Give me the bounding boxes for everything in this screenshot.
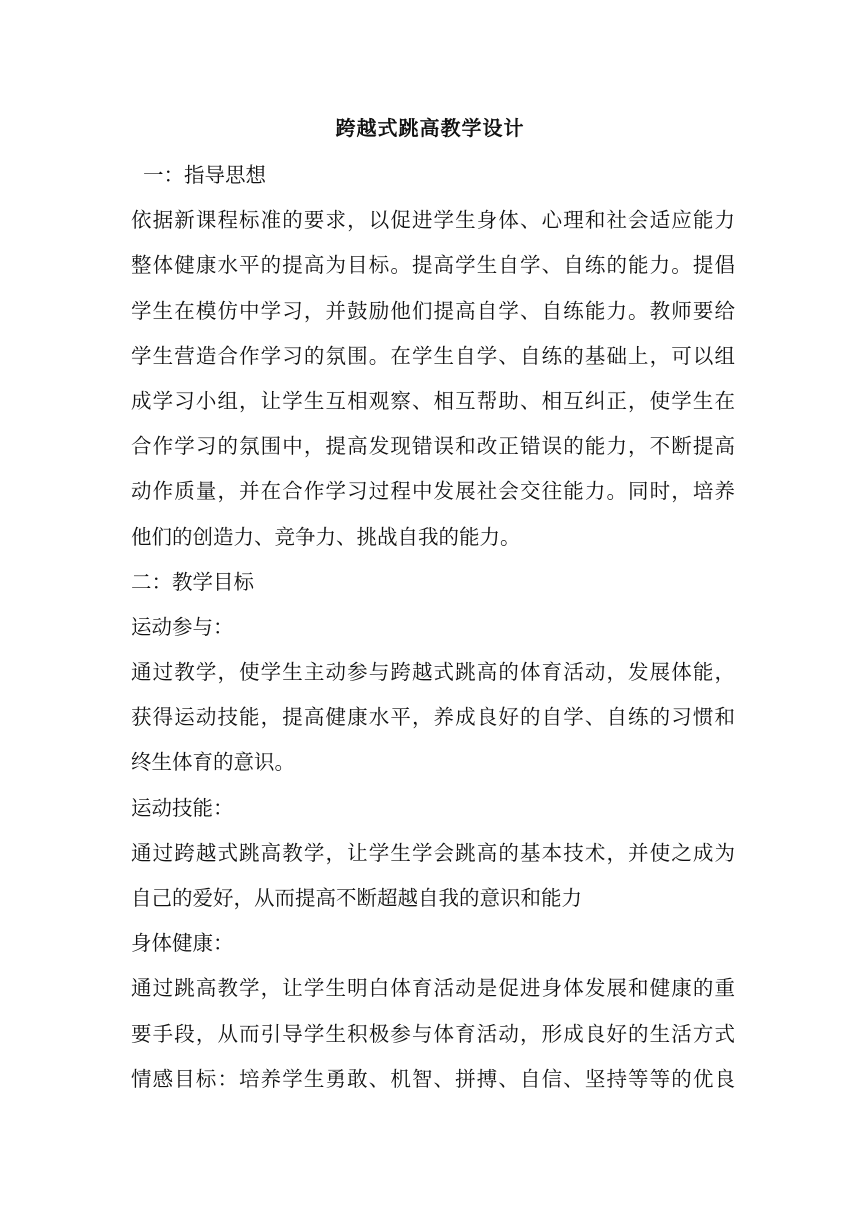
paragraph-line: 终生体育的意识。 [131, 750, 295, 775]
section-heading-guiding-ideology: 一：指导思想 [143, 163, 266, 187]
section-heading-teaching-goals: 二：教学目标 [131, 569, 254, 594]
paragraph-line: 整体健康水平的提高为目标。提高学生自学、自练的能力。提倡 [131, 253, 735, 278]
subheading-sports-skills: 运动技能： [131, 795, 234, 820]
paragraph-line: 获得运动技能，提高健康水平，养成良好的自学、自练的习惯和 [131, 705, 735, 730]
paragraph-line: 自己的爱好，从而提高不断超越自我的意识和能力 [131, 886, 582, 910]
paragraph-line: 合作学习的氛围中，提高发现错误和改正错误的能力，不断提高 [131, 434, 735, 459]
paragraph-line: 他们的创造力、竞争力、挑战自我的能力。 [131, 524, 521, 549]
paragraph-line: 通过跨越式跳高教学，让学生学会跳高的基本技术，并使之成为 [131, 840, 735, 865]
paragraph-line: 学生在模仿中学习，并鼓励他们提高自学、自练能力。教师要给 [131, 298, 735, 323]
paragraph-line: 要手段，从而引导学生积极参与体育活动，形成良好的生活方式 [131, 1021, 735, 1046]
paragraph-line: 情感目标：培养学生勇敢、机智、拼搏、自信、坚持等等的优良 [131, 1066, 735, 1091]
paragraph-line: 依据新课程标准的要求，以促进学生身体、心理和社会适应能力 [131, 208, 735, 233]
document-body [131, 153, 735, 1102]
paragraph-line: 动作质量，并在合作学习过程中发展社会交往能力。同时，培养 [131, 479, 735, 504]
paragraph-line: 成学习小组，让学生互相观察、相互帮助、相互纠正，使学生在 [131, 388, 735, 413]
paragraph-line: 学生营造合作学习的氛围。在学生自学、自练的基础上，可以组 [131, 343, 735, 368]
paragraph-line: 通过跳高教学，让学生明白体育活动是促进身体发展和健康的重 [131, 976, 735, 1001]
document-title: 跨越式跳高教学设计 [335, 116, 525, 140]
subheading-sports-participation: 运动参与： [131, 614, 234, 639]
subheading-physical-health: 身体健康： [131, 931, 234, 956]
paragraph-line: 通过教学，使学生主动参与跨越式跳高的体育活动，发展体能， [131, 660, 735, 685]
